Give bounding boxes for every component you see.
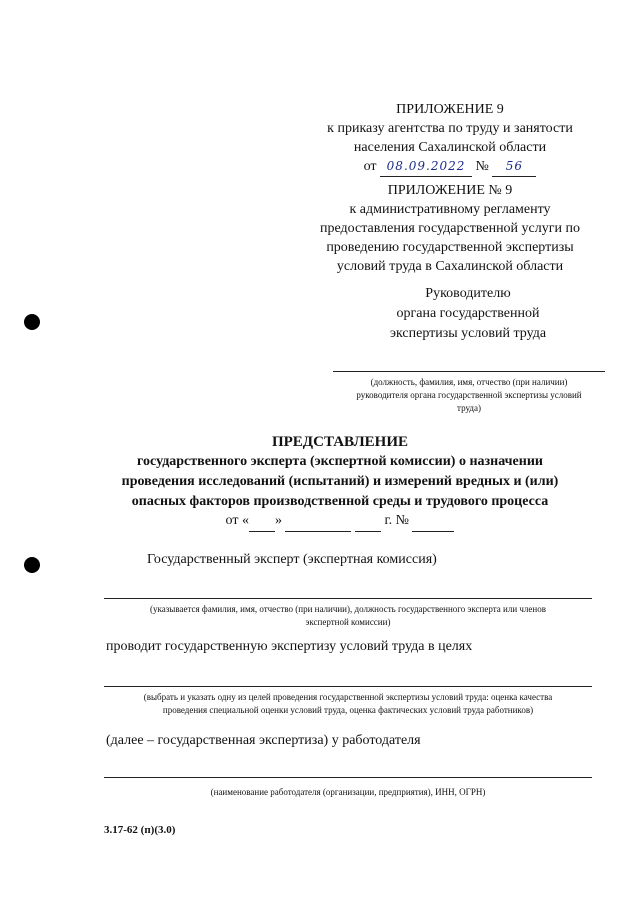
regulation-appendix-line-4: условий труда в Сахалинской области: [336, 259, 564, 274]
addressee-caption-line-1: (должность, фамилия, имя, отчество (при наличии): [370, 377, 568, 387]
document-heading: [60, 432, 620, 512]
heading-title: ПРЕДСТАВЛЕНИЕ: [271, 434, 409, 450]
addressee-signature-line: [333, 371, 605, 372]
addressee-line-2: органа государственной: [396, 306, 540, 321]
order-date-prefix: от: [363, 159, 377, 174]
order-date-row: [300, 157, 600, 177]
regulation-appendix-block: [300, 181, 600, 276]
order-appendix-line-1: к приказу агентства по труду и занятости: [327, 121, 573, 136]
heading-year-blank: [355, 511, 381, 532]
heading-line-2: проведения исследований (испытаний) и измерений вредных и (или): [121, 474, 559, 489]
purpose-caption-line-2: проведения специальной оценки условий труда, оценка фактических условий труда работников): [162, 705, 534, 715]
expert-fill-line: [104, 598, 592, 599]
purpose-line: проводит государственную экспертизу условий труда в целях: [106, 639, 473, 654]
addressee-caption-line-2: руководителя органа государственной экспертизы условий: [356, 390, 582, 400]
addressee-caption: [333, 376, 605, 415]
addressee-block: [318, 284, 618, 344]
employer-line: (далее – государственная экспертиза) у работодателя: [106, 733, 421, 748]
heading-number-blank: [412, 511, 454, 532]
heading-month-blank: [285, 511, 351, 532]
heading-day-blank: [249, 511, 275, 532]
purpose-caption: [104, 691, 592, 717]
expert-caption-line-2: экспертной комиссии): [305, 617, 391, 627]
heading-line-1: государственного эксперта (экспертной комиссии) о назначении: [137, 454, 543, 469]
addressee-caption-line-3: труда): [457, 403, 481, 413]
order-number-prefix: №: [475, 159, 489, 174]
purpose-caption-line-1: (выбрать и указать одну из целей проведения государственной экспертизы условий труда: оценка качества: [143, 692, 553, 702]
addressee-line-1: Руководителю: [425, 286, 511, 301]
order-appendix-line-2: населения Сахалинской области: [353, 140, 547, 155]
regulation-appendix-line-2: предоставления государственной услуги по: [320, 221, 580, 236]
addressee-line-3: экспертизы условий труда: [389, 326, 547, 341]
punch-hole-top: [24, 314, 40, 330]
order-appendix-block: [300, 100, 600, 177]
order-number-value: 56: [492, 157, 536, 177]
regulation-appendix-title: ПРИЛОЖЕНИЕ № 9: [387, 183, 513, 198]
employer-caption: (наименование работодателя (организации, предприятия), ИНН, ОГРН): [210, 787, 486, 797]
expert-caption: [104, 603, 592, 629]
employer-fill-line: [104, 777, 592, 778]
order-appendix-title: ПРИЛОЖЕНИЕ 9: [396, 102, 504, 117]
heading-date-row: [60, 511, 620, 532]
purpose-fill-line: [104, 686, 592, 687]
expert-line: Государственный эксперт (экспертная комиссия): [147, 552, 437, 567]
punch-hole-bottom: [24, 557, 40, 573]
regulation-appendix-line-3: проведению государственной экспертизы: [326, 240, 574, 255]
heading-date-prefix: от «: [225, 513, 249, 528]
heading-date-mid: »: [274, 513, 282, 528]
heading-line-3: опасных факторов производственной среды и трудового процесса: [131, 494, 549, 509]
regulation-appendix-line-1: к административному регламенту: [349, 202, 551, 217]
heading-year-suffix: г. №: [384, 513, 409, 528]
expert-caption-line-1: (указывается фамилия, имя, отчество (при наличии), должность государственного эксперта или членов: [150, 604, 546, 614]
form-code: 3.17-62 (п)(3.0): [104, 824, 176, 836]
order-date-value: 08.09.2022: [380, 157, 472, 177]
